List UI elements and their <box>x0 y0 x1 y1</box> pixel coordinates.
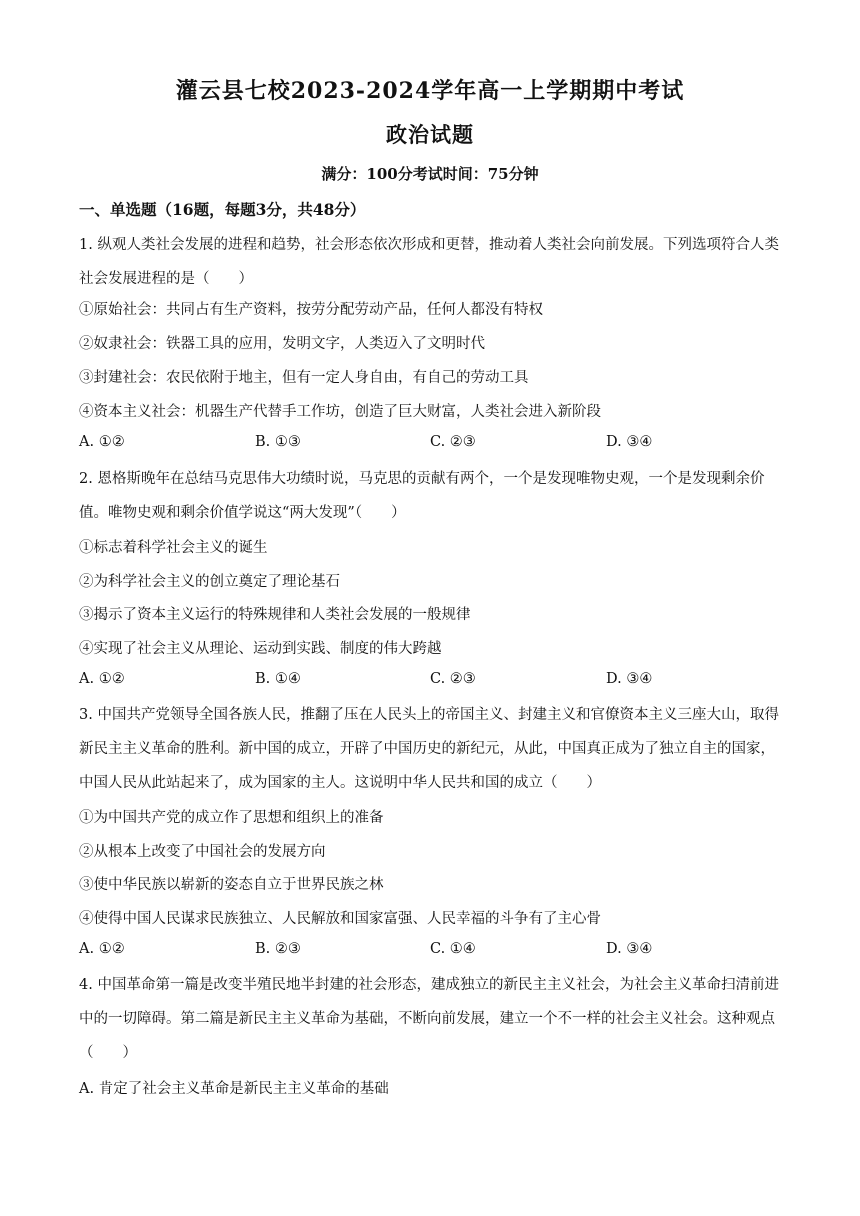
question-3-item-3: ③使中华民族以崭新的姿态自立于世界民族之林 <box>79 877 384 893</box>
exam-meta: 满分：100分考试时间：75分钟 <box>321 165 539 183</box>
question-3-item-1: ①为中国共产党的成立作了思想和组织上的准备 <box>79 810 384 826</box>
question-1-item-1: ①原始社会：共同占有生产资料，按劳分配劳动产品，任何人都没有特权 <box>79 302 543 318</box>
question-1-option-a[interactable]: A. ①② <box>79 434 125 450</box>
question-1-option-c[interactable]: C. ②③ <box>430 434 476 450</box>
question-2-item-1: ①标志着科学社会主义的诞生 <box>79 540 268 556</box>
question-1-stem: 1. 纵观人类社会发展的进程和趋势，社会形态依次形成和更替，推动着人类社会向前发展。下列选项符合人类社会发展进程的是（ ） <box>79 237 779 287</box>
question-3-item-4: ④使得中国人民谋求民族独立、人民解放和国家富强、人民幸福的斗争有了主心骨 <box>79 911 601 927</box>
question-4-stem: 4. 中国革命第一篇是改变半殖民地半封建的社会形态，建成独立的新民主主义社会，为社会主义革命扫清前进中的一切障碍。第二篇是新民主主义革命为基础，不断向前发展，建立一个不一样的社会主义社会。这种观点（ ） <box>79 977 779 1061</box>
question-3-item-2: ②从根本上改变了中国社会的发展方向 <box>79 844 326 860</box>
question-2-option-d[interactable]: D. ③④ <box>606 671 653 687</box>
question-2-item-4: ④实现了社会主义从理论、运动到实践、制度的伟大跨越 <box>79 641 442 657</box>
question-4-option-a[interactable]: A. 肯定了社会主义革命是新民主主义革命的基础 <box>79 1081 389 1097</box>
question-3-option-a[interactable]: A. ①② <box>79 941 125 957</box>
question-2-option-c[interactable]: C. ②③ <box>430 671 476 687</box>
question-1-option-d[interactable]: D. ③④ <box>606 434 653 450</box>
question-3-option-d[interactable]: D. ③④ <box>606 941 653 957</box>
exam-title: 灌云县七校2023-2024学年高一上学期期中考试 <box>175 78 685 104</box>
question-3-option-b[interactable]: B. ②③ <box>255 941 301 957</box>
question-2-stem: 2. 恩格斯晚年在总结马克思伟大功绩时说，马克思的贡献有两个，一个是发现唯物史观，一个是发现剩余价值。唯物史观和剩余价值学说这“两大发现”（ ） <box>79 471 765 521</box>
question-1-option-b[interactable]: B. ①③ <box>255 434 301 450</box>
question-1-item-3: ③封建社会：农民依附于地主，但有一定人身自由，有自己的劳动工具 <box>79 370 529 386</box>
question-1-item-4: ④资本主义社会：机器生产代替手工作坊，创造了巨大财富，人类社会进入新阶段 <box>79 404 601 420</box>
question-1-item-2: ②奴隶社会：铁器工具的应用，发明文字，人类迈入了文明时代 <box>79 336 485 352</box>
exam-subtitle: 政治试题 <box>386 122 474 147</box>
question-3-option-c[interactable]: C. ①④ <box>430 941 476 957</box>
question-2-item-2: ②为科学社会主义的创立奠定了理论基石 <box>79 574 340 590</box>
question-2-option-b[interactable]: B. ①④ <box>255 671 301 687</box>
section-heading: 一、单选题（16题，每题3分，共48分） <box>79 200 366 219</box>
question-2-option-a[interactable]: A. ①② <box>79 671 125 687</box>
question-2-item-3: ③揭示了资本主义运行的特殊规律和人类社会发展的一般规律 <box>79 607 471 623</box>
question-3-stem: 3. 中国共产党领导全国各族人民，推翻了压在人民头上的帝国主义、封建主义和官僚资本主义三座大山，取得新民主主义革命的胜利。新中国的成立，开辟了中国历史的新纪元，从此，中国真正成为了独立自主的国家，中国人民从此站起来了，成为国家的主人。这说明中华人民共和国的成立（ ） <box>79 707 779 791</box>
